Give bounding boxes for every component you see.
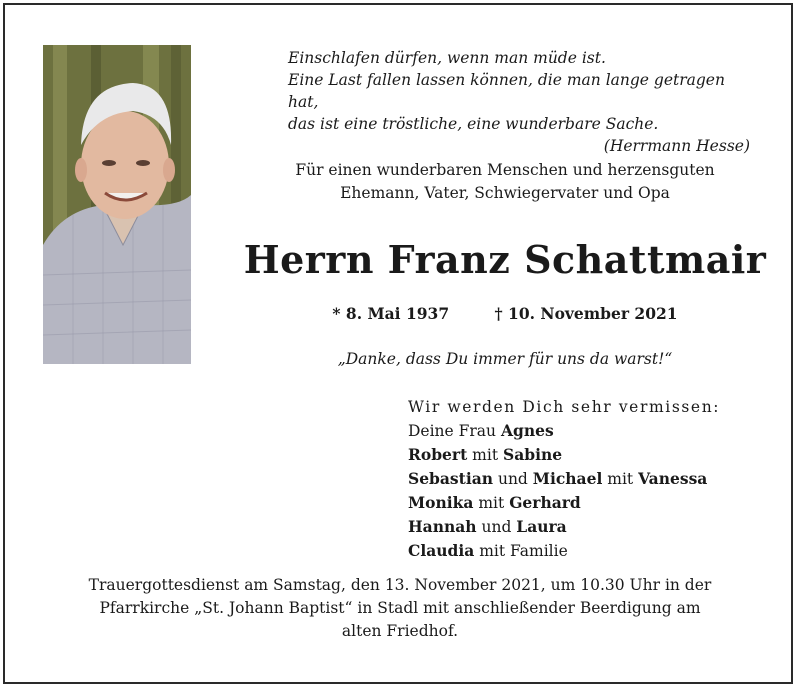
service-line: alten Friedhof. <box>341 622 459 640</box>
funeral-service-info <box>40 574 760 643</box>
birth-date: * 8. Mai 1937 <box>332 304 450 323</box>
mourner-name: Laura <box>516 517 567 536</box>
mourner-line <box>408 491 768 515</box>
mourners-lines <box>408 419 768 563</box>
thank-you-quote: „Danke, dass Du immer für uns da warst!“ <box>337 350 673 368</box>
mourner-line <box>408 443 768 467</box>
dedication-line: Ehemann, Vater, Schwiegervater und Opa <box>340 184 670 202</box>
mourners-heading: Wir werden Dich sehr vermissen: <box>408 398 721 416</box>
mourners-list <box>408 396 768 563</box>
mourner-connector: mit <box>473 494 510 512</box>
portrait-photo <box>43 45 191 364</box>
mourner-name: Sabine <box>503 445 563 464</box>
poem-line: das ist eine tröstliche, eine wunderbare Sache. <box>288 115 659 133</box>
mourner-connector: und <box>493 470 533 488</box>
dedication-text <box>220 159 790 205</box>
life-dates <box>220 304 790 323</box>
mourner-name: Claudia <box>408 541 475 560</box>
mourner-connector: mit <box>467 446 503 464</box>
mourner-name: Monika <box>408 493 474 512</box>
mourner-name: Michael <box>532 469 603 488</box>
mourner-connector: Deine Frau <box>408 422 501 440</box>
death-date: † 10. November 2021 <box>494 304 678 323</box>
mourner-line <box>408 515 768 539</box>
poem-line: Eine Last fallen lassen können, die man lange getragen hat, <box>288 71 725 111</box>
poem-block <box>288 47 758 157</box>
deceased-name: Herrn Franz Schattmair <box>243 237 767 282</box>
dedication-line: Für einen wunderbaren Menschen und herzensguten <box>295 161 715 179</box>
mourner-name: Hannah <box>408 517 477 536</box>
mourner-line <box>408 419 768 443</box>
mourner-line <box>408 467 768 491</box>
poem-author: (Herrmann Hesse) <box>603 137 750 155</box>
mourner-name: Gerhard <box>509 493 581 512</box>
mourner-connector: mit Familie <box>474 542 568 560</box>
mourner-connector: mit <box>602 470 639 488</box>
mourner-name: Vanessa <box>638 469 708 488</box>
mourner-name: Sebastian <box>408 469 494 488</box>
service-line: Trauergottesdienst am Samstag, den 13. November 2021, um 10.30 Uhr in der <box>88 576 712 594</box>
portrait-illustration <box>43 45 191 364</box>
mourner-name: Agnes <box>500 421 554 440</box>
service-line: Pfarrkirche „St. Johann Baptist“ in Stadl mit anschließender Beerdigung am <box>99 599 701 617</box>
mourner-line <box>408 539 768 563</box>
mourner-name: Robert <box>408 445 468 464</box>
mourner-connector: und <box>476 518 517 536</box>
poem-line: Einschlafen dürfen, wenn man müde ist. <box>288 49 606 67</box>
